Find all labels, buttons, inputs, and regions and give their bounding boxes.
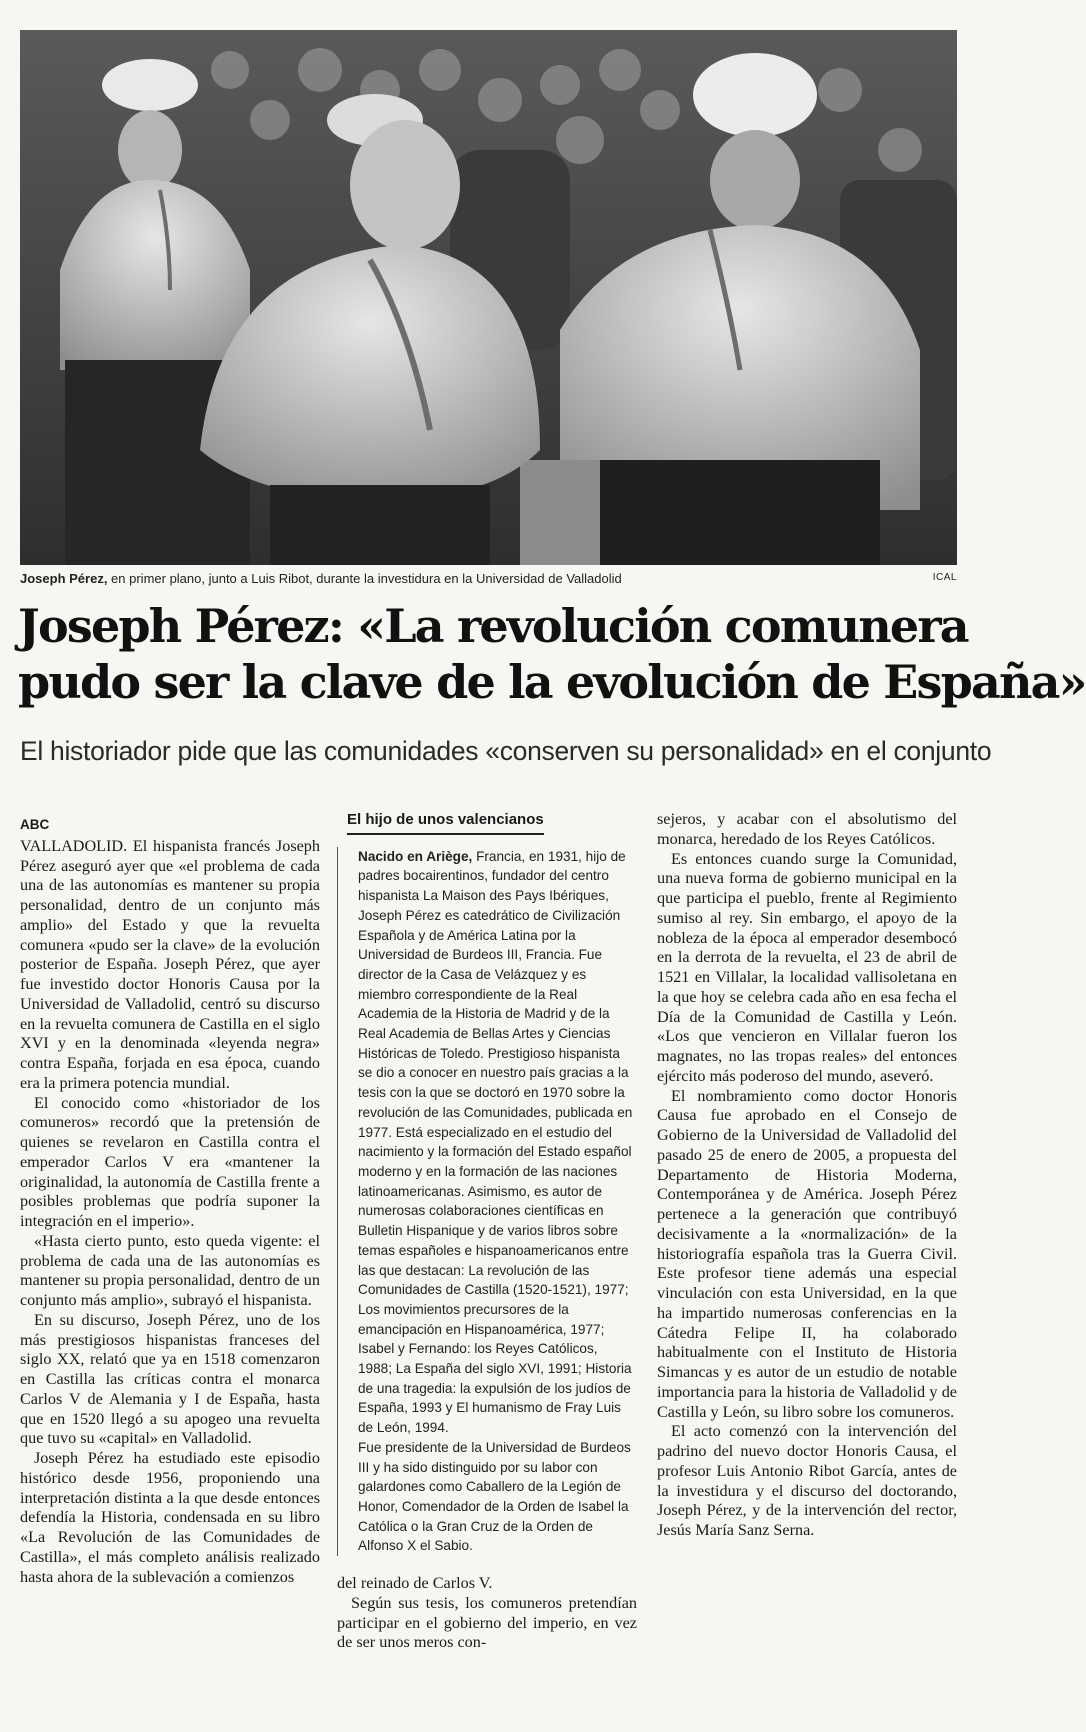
sidebar-lead: Nacido en Ariège, <box>358 848 473 864</box>
col3-paragraph: El acto comenzó con la intervención del padrino del nuevo doctor Honoris Causa, el profesor Luis Antonio Ribot García, antes de la investidura y el discurso del doctorando, Joseph Pérez, y de la intervención del rector, Jesús María Sanz Serna. <box>657 1422 957 1539</box>
column-2 <box>337 810 637 1653</box>
col1-paragraph: VALLADOLID. El hispanista francés Joseph Pérez aseguró ayer que «el problema de cada una de las autonomías es mantener su propia personalidad, dentro de un conjunto más amplio» del Estado y que la revuelta comunera «pudo ser la clave» de la evolución posterior de España. Joseph Pérez, que ayer fue investido doctor Honoris Causa por la Universidad de Valladolid, centró su discurso en la revuelta comunera de Castilla en el siglo XVI y en la denominada «leyenda negra» contra España, forjada en esa época, cuando era la primera potencia mundial. <box>20 836 320 1092</box>
col3-paragraph: El nombramiento como doctor Honoris Causa fue aprobado en el Consejo de Gobierno de la Universidad de Valladolid del pasado 25 de enero de 2005, a propuesta del Departamento de Historia Moderna, Contemporánea y de América. Joseph Pérez pertenece a la generación que contribuyó decisivamente a la «normalización» de la historiografía española tras la Guerra Civil. Este profesor tiene además una especial vinculación con esta Universidad, en la que ha impartido numerosas conferencias en la Cátedra Felipe II, ha colaborado habitualmente con el Instituto de Historia Simancas y es autor de un estudio de notable importancia para la historia de Valladolid y de Castilla y León, su libro sobre los comuneros. <box>657 1086 957 1421</box>
col1-paragraph: En su discurso, Joseph Pérez, uno de los más prestigiosos hispanistas franceses del siglo XX, relató que ya en 1518 comenzaron en Castilla las críticas contra el monarca Carlos V de Alemania y I de España, hasta que en 1520 llegó a su apogeo una revuelta que tuvo su «capital» en Valladolid. <box>20 1310 320 1448</box>
caption-name: Joseph Pérez, <box>20 571 108 586</box>
sidebar-box <box>337 847 637 1556</box>
col3-paragraph: sejeros, y acabar con el absolutismo del monarca, heredado de los Reyes Católicos. <box>657 810 957 848</box>
col3-paragraph: Es entonces cuando surge la Comunidad, una nueva forma de gobierno municipal en la que participa el pueblo, frente al Regimiento sumiso al rey. Sin embargo, el apoyo de la nobleza de la época al emperador desembocó en la derrota de la revuelta, el 23 de abril de 1521 en Villalar, la localidad vallisoletana en la que hoy se celebra cada año en esa fecha el Día de la Comunidad de Castilla y León. «Los que vencieron en Villalar fueron los magnates, no las tropas reales» del entonces ejército más poderoso del mundo, aseveró. <box>657 849 957 1085</box>
headline <box>18 598 1086 710</box>
col1-paragraph: «Hasta cierto punto, esto queda vigente: el problema de cada una de las autonomías es mantener su propia personalidad, dentro de un conjunto más amplio», subrayó el hispanista. <box>20 1231 320 1309</box>
col1-paragraph: Joseph Pérez ha estudiado este episodio histórico desde 1956, proponiendo una interpretación distinta a la que desde entonces defendía la Historia, condensada en su libro «La Revolución de las Comunidades de Castilla», el más completo análisis realizado hasta ahora de la sublevación a comienzos <box>20 1449 320 1586</box>
sidebar-title: El hijo de unos valencianos <box>347 810 544 835</box>
sidebar-text-1: Francia, en 1931, hijo de padres bocairentinos, fundador del centro hispanista La Maison des Pays Ibériques, Joseph Pérez es catedrático de Civilización Española y de América Latina por la Universidad de Burdeos III, Francia. Fue director de la Casa de Velázquez y es miembro correspondiente de la Real Academia de la Historia de Madrid y de la Real Academia de Bellas Artes y Ciencias Históricas de Toledo. Prestigioso hispanista se dio a conocer en nuestro país gracias a la tesis con la que se doctoró en 1970 sobre la revolución de las Comunidades, publicada en 1977. Está especializado en el estudio del nacimiento y la formación del Estado español moderno y en la formación de las naciones latinoamericanas. Asimismo, es autor de numerosas colaboraciones científicas en Bulletin Hispanique y de varios libros sobre temas españoles e hispanoamericanos entre las que destacan: La revolución de las Comunidades de Castilla (1520-1521), 1977; Los movimientos precursores de la emancipación en Hispanoamérica, 1977; Isabel y Fernando: los Reyes Católicos, 1988; La España del siglo XVI, 1991; Historia de una tragedia: la expulsión de los judíos de España, 1993 y El humanismo de Fray Luis de León, 1994. <box>358 848 633 1436</box>
caption-text: en primer plano, junto a Luis Ribot, durante la investidura en la Universidad de Valladolid <box>107 571 622 586</box>
headline-line-2: pudo ser la clave de la evolución de España» <box>18 655 1086 709</box>
col2-paragraph: Según sus tesis, los comuneros pretendían participar en el gobierno del imperio, en vez de ser unos meros con- <box>337 1593 637 1652</box>
headline-line-1: Joseph Pérez: «La revolución comunera <box>18 599 968 653</box>
col2-paragraph: del reinado de Carlos V. <box>337 1574 493 1593</box>
subheadline: El historiador pide que las comunidades «conserven su personalidad» en el conjunto <box>20 736 992 766</box>
column-3 <box>657 810 957 1541</box>
photo-credit: ICAL <box>932 572 957 583</box>
sidebar-paragraph-1 <box>358 847 633 1438</box>
photo-caption <box>20 571 957 589</box>
col1-paragraph: El conocido como «historiador de los comuneros» recordó que la pretensión de quienes se revelaron en Castilla contra el emperador Carlos V era «mantener la originalidad, la autonomía de Castilla frente a posibles problemas que podría suponer la integración en el imperio». <box>20 1093 320 1230</box>
column-1 <box>20 810 320 1587</box>
sidebar-paragraph-2: Fue presidente de la Universidad de Burdeos III y ha sido distinguido por su labor con galardones como Caballero de la Legión de Honor, Comendador de la Orden de Isabel la Católica o la Gran Cruz de la Orden de Alfonso X el Sabio. <box>358 1439 631 1554</box>
byline: ABC <box>20 817 50 832</box>
photo-illustration <box>20 30 957 565</box>
news-photo <box>20 30 957 565</box>
